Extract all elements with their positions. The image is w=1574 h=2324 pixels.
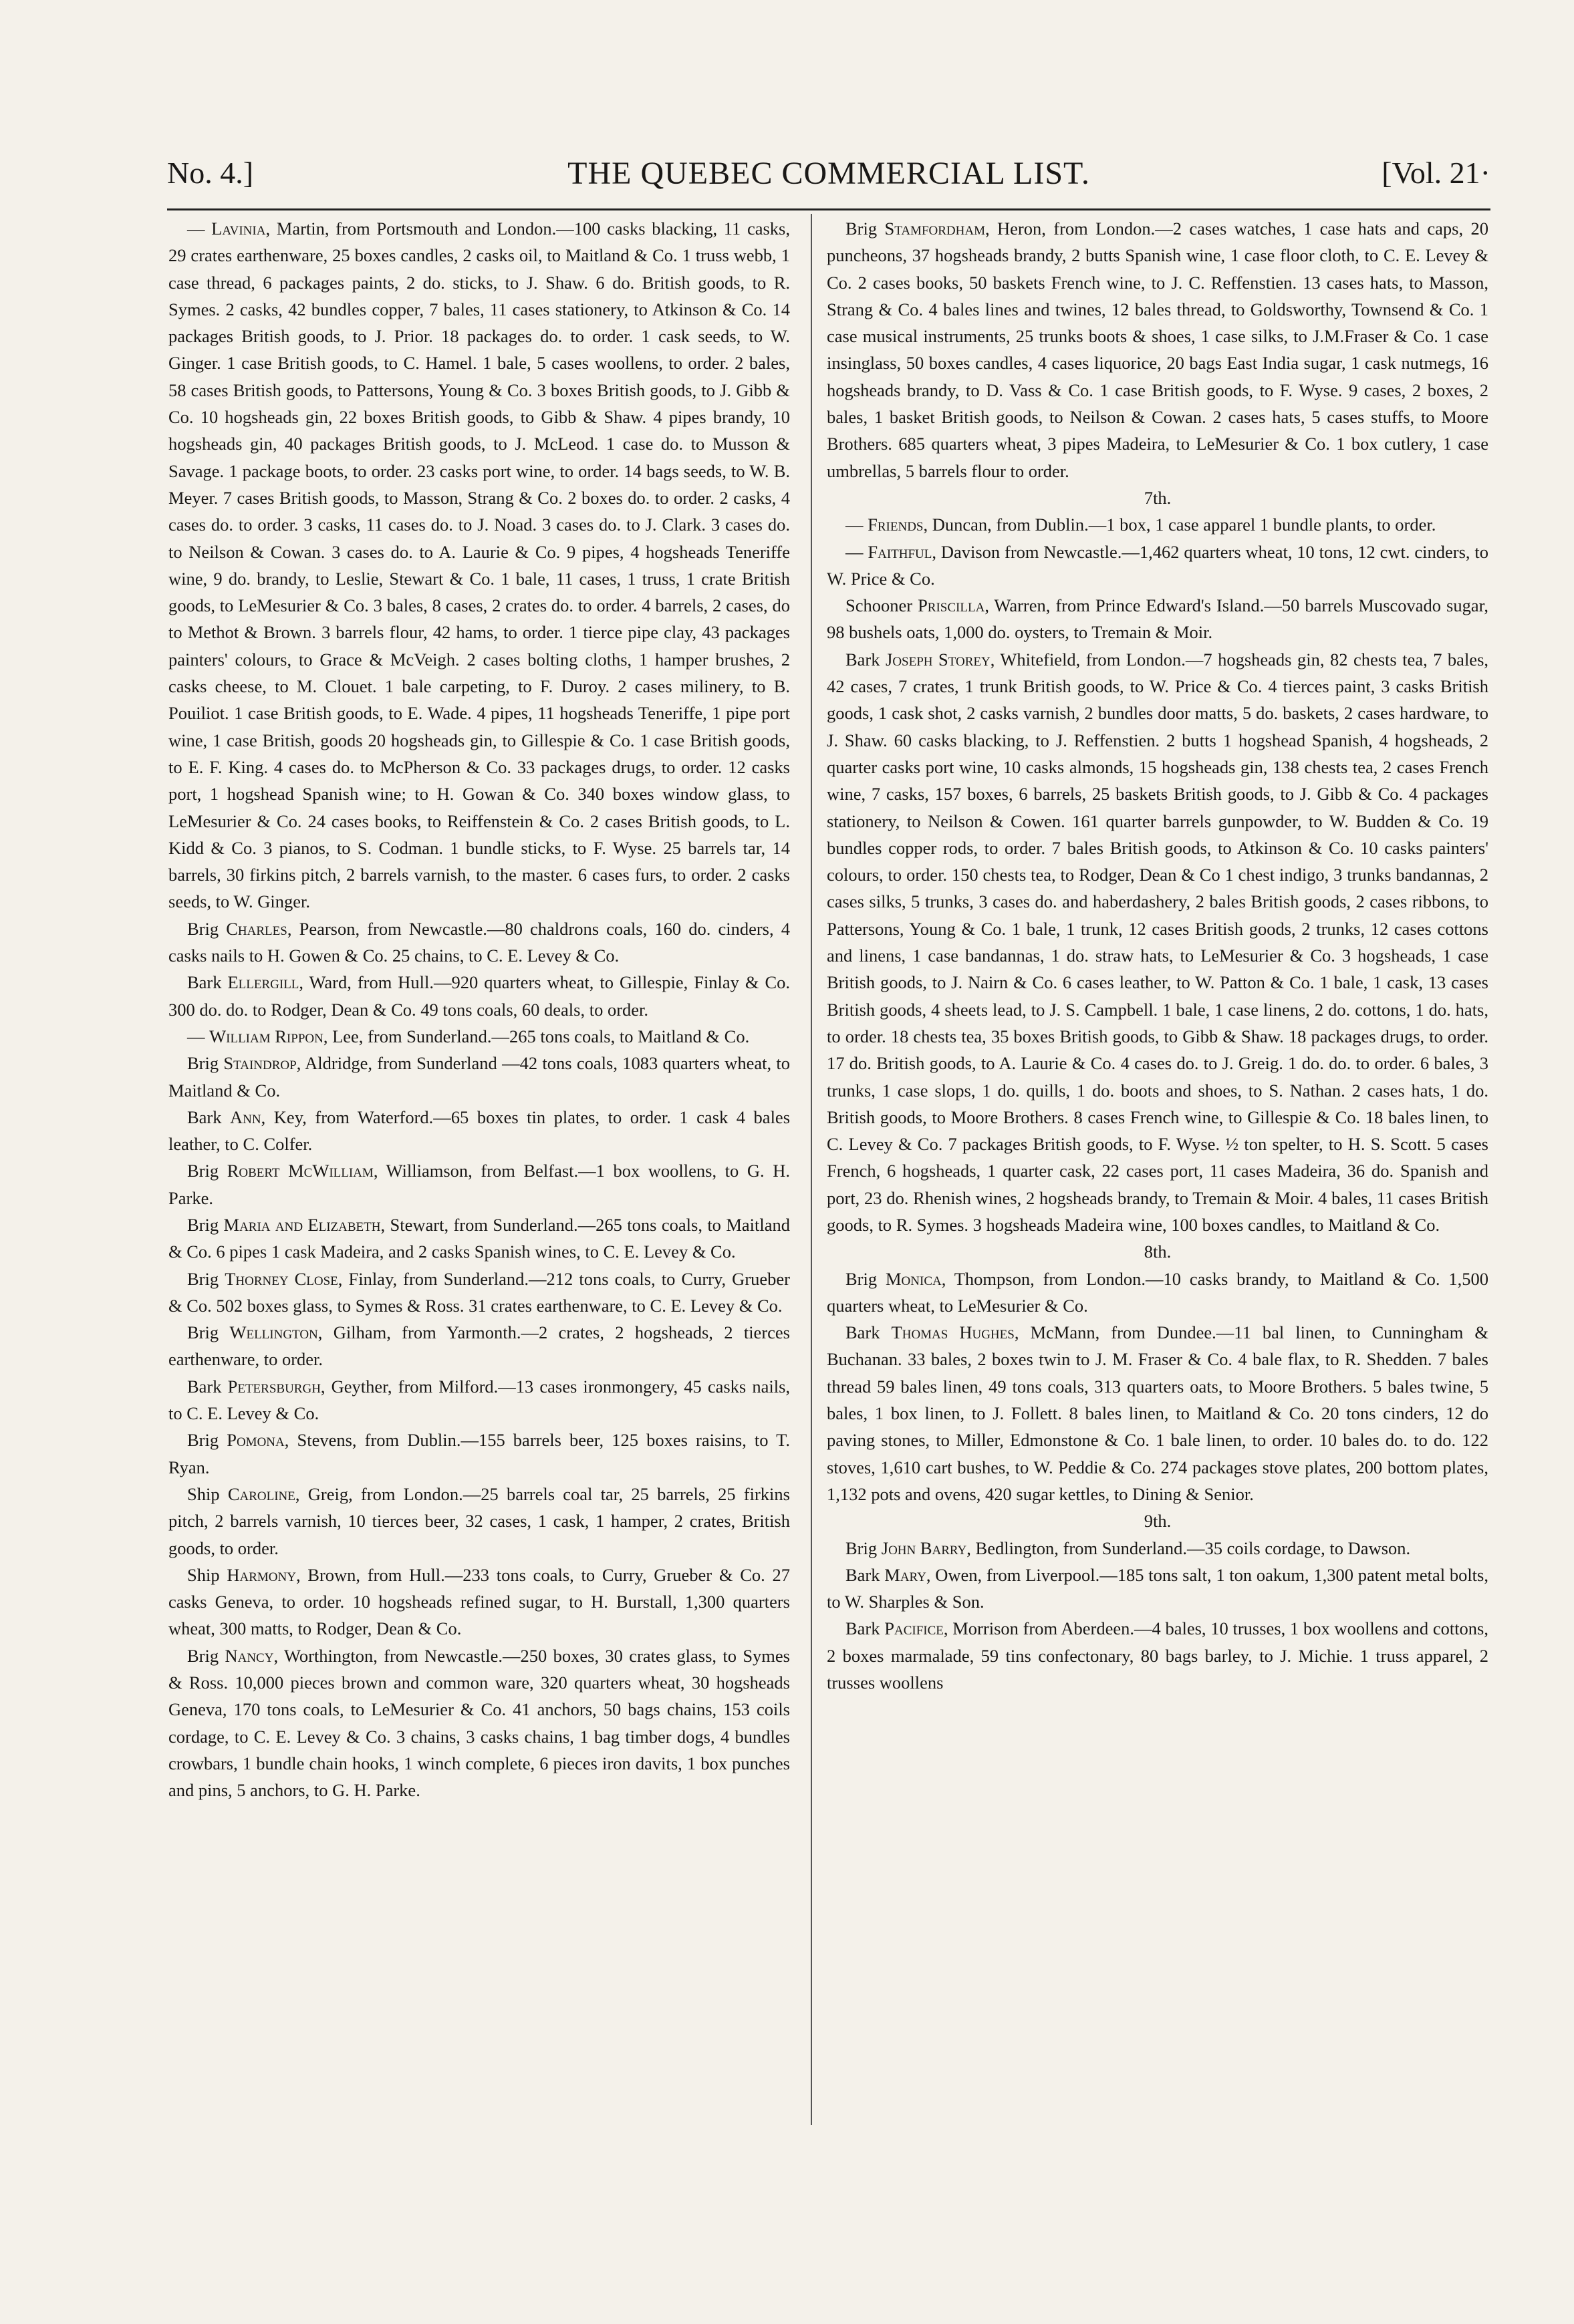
- cargo-details: , Williamson, from Belfast.—1 box woollens, to G. H. Parke.: [168, 1161, 790, 1208]
- volume-number: [Vol. 21·: [1382, 156, 1490, 190]
- cargo-details: , Davison from Newcastle.—1,462 quarters wheat, 10 tons, 12 cwt. cinders, to W. Price & Co.: [827, 541, 1488, 589]
- cargo-details: , Aldridge, from Sunderland —42 tons coals, 1083 quarters wheat, to Maitland & Co.: [168, 1053, 790, 1101]
- cargo-details: , Whitefield, from London.—7 hogsheads gin, 82 chests tea, 7 bales, 42 cases, 7 crates, 1 trunk British goods, to W. Price & Co. 4 tierces paint, 3 casks British goods, 1 cask shot, 2 casks varnish, 2 bundles door matts, 5 do. baskets, 2 cases hardware, to J. Shaw. 60 casks blacking, to J. Reffenstien. 2 butts 1 hogshead Spanish, 4 hogsheads, 2 quarter casks port wine, 10 casks almonds, 15 hogsheads gin, 138 chests tea, 2 cases French wine, 7 casks, 157 boxes, 6 barrels, 25 baskets British goods, to J. Gibb & Co. 4 packages stationery, to Neilson & Cowen. 161 quarter barrels gunpowder, to W. Budden & Co. 19 bundles copper rods, to order. 7 bales British goods, to Atkinson & Co. 10 casks painters' colours, to order. 150 chests tea, to Rodger, Dean & Co 1 chest indigo, 3 trunks bandannas, 2 cases silks, 5 trunks, 3 cases do. and haberdashery, 2 bales British goods, 2 cases ribbons, to Pattersons, Young & Co. 1 bale, 1 trunk, 12 cases British goods, 2 trunks, 12 cases cottons and linens, 1 case bandannas, 1 do. straw hats, to LeMesurier & Co. 3 hogsheads, 1 case British goods, to J. Nairn & Co. 6 cases leather, to W. Patton & Co. 1 bale, 1 cask, 13 cases British goods, 4 sheets lead, to J. S. Campbell. 1 bale, 1 case linens, 2 do. cottons, 1 do. hats, to order. 18 chests tea, 35 boxes British goods, to Gibb & Shaw. 18 packages drugs, to order. 17 do. British goods, to A. Laurie & Co. 4 cases do. to J. Greig. 1 do. do. to order. 6 bales, 3 trunks, 1 case slops, 1 do. quills, 1 do. boots and shoes, to S. Nathan. 2 cases hats, 1 do. British goods, to Moore Brothers. 8 cases French wine, to Gillespie & Co. 18 bales linen, to C. Levey & Co. 7 packages British goods, to F. Wyse. ½ ton spelter, to H. S. Scott. 5 cases French, 6 hogsheads, 1 quarter cask, 22 cases port, 11 cases Madeira, 36 do. Spanish and port, 23 do. Rhenish wines, 2 hogsheads brandy, to Tremain & Moir. 4 bales, 11 cases British goods, to R. Symes. 3 hogsheads Madeira wine, 100 boxes candles, to Maitland & Co.: [827, 649, 1489, 1235]
- vessel-type: Bark: [845, 1618, 885, 1639]
- vessel-name: Harmony: [227, 1564, 296, 1585]
- shipping-entry: [827, 215, 1488, 484]
- shipping-entry: [168, 1319, 790, 1373]
- cargo-details: , Finlay, from Sunderland.—212 tons coals, to Curry, Grueber & Co. 502 boxes glass, to Symes & Ross. 31 crates earthenware, to C. E. Levey & Co.: [168, 1268, 790, 1316]
- issue-number: No. 4.]: [167, 156, 254, 190]
- cargo-details: , McMann, from Dundee.—11 bal linen, to Cunningham & Buchanan. 33 bales, 2 boxes twin to J. M. Fraser & Co. 4 bale flax, to R. Shedden. 7 bales thread 59 bales linen, 49 tons coals, 313 quarters oats, to Moore Brothers. 5 bales twine, 5 bales, 1 box linen, to J. Follett. 8 bales linen, to Maitland & Co. 20 tons cinders, 12 do paving stones, to Miller, Edmonstone & Co. 1 bale linen, to order. 10 bales do. to do. 122 stoves, 1,610 cart bushes, to W. Peddie & Co. 274 packages stove plates, 200 bottom plates, 1,132 pots and ovens, 420 sugar kettles, to Dining & Senior.: [827, 1322, 1488, 1504]
- shipping-entry: [827, 1319, 1488, 1507]
- cargo-details: , Lee, from Sunderland.—265 tons coals, to Maitland & Co.: [323, 1026, 750, 1046]
- shipping-entry: [827, 539, 1488, 593]
- shipping-entry: [827, 511, 1488, 538]
- right-column: [827, 215, 1488, 1696]
- vessel-name: Joseph Storey: [886, 649, 991, 670]
- vessel-name: Ellergill: [227, 972, 299, 993]
- vessel-type: Bark: [845, 1322, 892, 1343]
- left-column: [168, 215, 790, 1804]
- shipping-entry: [168, 1211, 790, 1266]
- vessel-type: Ship: [187, 1483, 228, 1504]
- shipping-entry: [827, 1266, 1488, 1320]
- shipping-entry: [827, 592, 1488, 646]
- vessel-type: Bark: [845, 1564, 885, 1585]
- vessel-type: Schooner: [845, 595, 918, 616]
- vessel-type: —: [845, 541, 868, 562]
- vessel-name: Wellington: [229, 1322, 318, 1343]
- vessel-name: Stamfordham: [884, 219, 985, 239]
- vessel-name: Ann: [230, 1107, 261, 1127]
- vessel-name: Friends: [868, 515, 924, 535]
- cargo-details: , Gilham, from Yarmonth.—2 crates, 2 hogsheads, 2 tierces earthenware, to order.: [168, 1322, 790, 1370]
- cargo-details: , Worthington, from Newcastle.—250 boxes, 30 crates glass, to Symes & Ross. 10,000 pieces brown and common ware, 320 quarters wheat, 30 hogsheads Geneva, 170 tons coals, to LeMesurier & Co. 41 anchors, 50 bags chains, 153 coils cordage, to C. E. Levey & Co. 3 chains, 3 casks chains, 1 bag timber dogs, 4 bundles crowbars, 1 bundle chain hooks, 1 winch complete, 6 pieces iron davits, 1 box punches and pins, 5 anchors, to G. H. Parke.: [168, 1645, 790, 1801]
- shipping-entry: [168, 1157, 790, 1211]
- vessel-type: Brig: [187, 1645, 225, 1666]
- vessel-type: —: [187, 1026, 210, 1046]
- vessel-name: Lavinia: [211, 219, 266, 239]
- vessel-type: Brig: [187, 1322, 230, 1343]
- cargo-details: , Owen, from Liverpool.—185 tons salt, 1 ton oakum, 1,300 patent metal bolts, to W. Sharples & Son.: [827, 1564, 1488, 1612]
- cargo-details: , Heron, from London.—2 cases watches, 1 case hats and caps, 20 puncheons, 37 hogsheads brandy, 2 butts Spanish wine, 1 case floor cloth, to C. E. Levey & Co. 2 cases books, 50 baskets French wine, to J. C. Reffenstien. 13 cases hats, to Masson, Strang & Co. 4 bales lines and twines, 12 bales thread, to Goldsworthy, Townsend & Co. 1 case musical instruments, 25 trunks boots & shoes, 1 case silks, to J.M.Fraser & Co. 1 case insinglass, 50 boxes candles, 4 cases liquorice, 20 bags East India sugar, 1 cask nutmegs, 16 hogsheads brandy, to D. Vass & Co. 1 case British goods, to F. Wyse. 9 cases, 2 boxes, 2 bales, 1 basket British goods, to Neilson & Cowan. 2 cases hats, 5 cases stuffs, to Moore Brothers. 685 quarters wheat, 3 pipes Madeira, to LeMesurier & Co. 1 box cutlery, 1 case umbrellas, 5 barrels flour to order.: [827, 219, 1488, 481]
- vessel-type: Bark: [845, 649, 886, 670]
- shipping-entry: [168, 1023, 790, 1050]
- date-heading: 7th.: [1144, 487, 1172, 508]
- cargo-details: , Brown, from Hull.—233 tons coals, to Curry, Grueber & Co. 27 casks Geneva, to order. 10 hogsheads refined sugar, to H. Burstall, 1,300 quarters wheat, 300 matts, to Rodger, Dean & Co.: [168, 1564, 790, 1639]
- date-heading: 9th.: [1144, 1511, 1172, 1532]
- cargo-details: , Martin, from Portsmouth and London.—100 casks blacking, 11 casks, 29 crates earthenware, 25 boxes candles, 2 casks oil, to Maitland & Co. 1 truss webb, 1 case thread, 6 packages paints, 2 do. sticks, to J. Shaw. 6 do. British goods, to R. Symes. 2 casks, 42 bundles copper, 7 bales, 11 cases stationery, to Atkinson & Co. 14 packages British goods, to J. Prior. 18 packages do. to order. 1 cask seeds, to W. Ginger. 1 case British goods, to C. Hamel. 1 bale, 5 cases woollens, to order. 2 bales, 58 cases British goods, to Pattersons, Young & Co. 3 boxes British goods, to J. Gibb & Co. 10 hogsheads gin, 22 boxes British goods, to Gibb & Shaw. 4 pipes brandy, 10 hogsheads gin, 40 packages British goods, to J. McLeod. 1 case do. to Musson & Savage. 1 package boots, to order. 23 casks port wine, to order. 14 bags seeds, to W. B. Meyer. 7 cases British goods, to Masson, Strang & Co. 2 boxes do. to order. 2 casks, 4 cases do. to order. 3 casks, 11 cases do. to J. Noad. 3 cases do. to J. Clark. 3 cases do. to Neilson & Cowan. 3 cases do. to A. Laurie & Co. 9 pipes, 4 hogsheads Teneriffe wine, 9 do. brandy, to Leslie, Stewart & Co. 1 bale, 11 cases, 1 truss, 1 crate British goods, to LeMesurier & Co. 3 bales, 8 cases, 2 crates do. to order. 4 barrels, 2 cases, do to Methot & Brown. 3 barrels flour, 42 hams, to order. 1 tierce pipe clay, 43 packages painters' colours, to Grace & McVeigh. 2 cases bolting cloths, 1 hamper brushes, 2 casks cheese, to M. Clouet. 1 bale carpeting, to F. Duroy. 2 cases milinery, to B. Pouiliot. 1 case British goods, to E. Wade. 4 pipes, 11 hogsheads Teneriffe, 1 pipe port wine, 1 case British, goods 20 hogsheads gin, to Gillespie & Co. 1 case British goods, to E. F. King. 4 cases do. to McPherson & Co. 33 packages drugs, to order. 12 casks port, 1 hogshead Spanish wine; to H. Gowan & Co. 340 boxes window glass, to LeMesurier & Co. 24 cases books, to Reiffenstein & Co. 2 cases British goods, to L. Kidd & Co. 3 pianos, to S. Codman. 1 bundle sticks, to F. Wyse. 25 barrels tar, 14 barrels, 30 firkins pitch, 2 barrels varnish, to the master. 6 cases furs, to order. 2 casks seeds, to W. Ginger.: [168, 219, 790, 912]
- cargo-details: , Ward, from Hull.—920 quarters wheat, to Gillespie, Finlay & Co. 300 do. do. to Rodger, Dean & Co. 49 tons coals, 60 deals, to order.: [168, 972, 790, 1020]
- shipping-entry: [827, 1615, 1488, 1696]
- vessel-name: Monica: [885, 1268, 942, 1289]
- vessel-type: —: [187, 219, 212, 239]
- date-heading: 8th.: [1144, 1242, 1172, 1262]
- cargo-details: , Pearson, from Newcastle.—80 chaldrons coals, 160 do. cinders, 4 casks nails to H. Gowen & Co. 25 chains, to C. E. Levey & Co.: [168, 918, 790, 966]
- cargo-details: , Geyther, from Milford.—13 cases ironmongery, 45 casks nails, to C. E. Levey & Co.: [168, 1376, 791, 1424]
- shipping-entry: [168, 1266, 790, 1320]
- vessel-type: Ship: [187, 1564, 227, 1585]
- shipping-entry: [827, 1535, 1488, 1562]
- vessel-type: Bark: [187, 1107, 231, 1127]
- vessel-name: William Rippon: [209, 1026, 323, 1046]
- vessel-type: Brig: [187, 1161, 227, 1181]
- shipping-entry: [168, 969, 790, 1023]
- vessel-name: Caroline: [227, 1483, 295, 1504]
- vessel-name: Nancy: [225, 1645, 274, 1666]
- cargo-details: , Greig, from London.—25 barrels coal tar, 25 barrels, 25 firkins pitch, 2 barrels varnish, 10 tierces beer, 32 cases, 1 cask, 1 hamper, 2 crates, British goods, to order.: [168, 1483, 790, 1558]
- publication-title: THE QUEBEC COMMERCIAL LIST.: [567, 156, 1090, 191]
- vessel-name: Petersburgh: [227, 1376, 321, 1397]
- shipping-entry: [168, 1427, 790, 1481]
- shipping-entry: [168, 915, 790, 970]
- shipping-entry: [168, 1481, 790, 1562]
- shipping-entry: [168, 1642, 790, 1804]
- shipping-entry: [168, 1373, 790, 1427]
- column-divider: [811, 214, 812, 2125]
- vessel-type: Brig: [845, 219, 885, 239]
- vessel-name: Pomona: [227, 1430, 285, 1451]
- vessel-name: Thomas Hughes: [891, 1322, 1015, 1343]
- cargo-details: , Stewart, from Sunderland.—265 tons coals, to Maitland & Co. 6 pipes 1 cask Madeira, and 2 casks Spanish wines, to C. E. Levey & Co.: [168, 1214, 790, 1262]
- shipping-entry: [827, 1562, 1488, 1616]
- cargo-details: , Morrison from Aberdeen.—4 bales, 10 trusses, 1 box woollens and cottons, 2 boxes marmalade, 59 tins confectonary, 80 bags barley, to J. Michie. 1 truss apparel, 2 trusses woollens: [827, 1618, 1489, 1693]
- vessel-name: Priscilla: [918, 595, 985, 616]
- vessel-name: Mary: [884, 1564, 926, 1585]
- vessel-type: Brig: [187, 1430, 227, 1451]
- vessel-type: Brig: [845, 1538, 882, 1558]
- cargo-details: , Warren, from Prince Edward's Island.—50 barrels Muscovado sugar, 98 bushels oats, 1,000 do. oysters, to Tremain & Moir.: [827, 595, 1488, 643]
- vessel-name: Thorney Close: [225, 1268, 338, 1289]
- vessel-name: Pacifice: [884, 1618, 944, 1639]
- vessel-name: Robert McWilliam: [227, 1161, 374, 1181]
- vessel-type: Brig: [187, 1214, 224, 1235]
- vessel-type: Brig: [187, 1268, 225, 1289]
- shipping-entry: [168, 215, 790, 915]
- cargo-details: , Thompson, from London.—10 casks brandy, to Maitland & Co. 1,500 quarters wheat, to LeMesurier & Co.: [827, 1268, 1488, 1316]
- cargo-details: , Stevens, from Dublin.—155 barrels beer, 125 boxes raisins, to T. Ryan.: [168, 1430, 790, 1477]
- vessel-name: Maria and Elizabeth: [223, 1214, 381, 1235]
- vessel-type: Brig: [187, 1053, 224, 1074]
- header-rule: [167, 208, 1490, 210]
- vessel-name: Staindrop: [223, 1053, 297, 1074]
- vessel-name: John Barry: [881, 1538, 967, 1558]
- page-header: [167, 155, 1490, 202]
- shipping-entry: [827, 646, 1488, 1239]
- shipping-entry: [168, 1104, 790, 1158]
- cargo-details: , Bedlington, from Sunderland.—35 coils cordage, to Dawson.: [966, 1538, 1411, 1558]
- vessel-type: —: [845, 515, 868, 535]
- vessel-name: Charles: [226, 918, 287, 939]
- cargo-details: , Key, from Waterford.—65 boxes tin plates, to order. 1 cask 4 bales leather, to C. Colfer.: [168, 1107, 791, 1155]
- cargo-details: , Duncan, from Dublin.—1 box, 1 case apparel 1 bundle plants, to order.: [923, 515, 1436, 535]
- shipping-entry: [168, 1562, 790, 1642]
- vessel-type: Bark: [187, 1376, 228, 1397]
- shipping-entry: [168, 1050, 790, 1104]
- vessel-type: Brig: [187, 918, 227, 939]
- vessel-name: Faithful: [868, 541, 932, 562]
- vessel-type: Bark: [187, 972, 228, 993]
- vessel-type: Brig: [845, 1268, 886, 1289]
